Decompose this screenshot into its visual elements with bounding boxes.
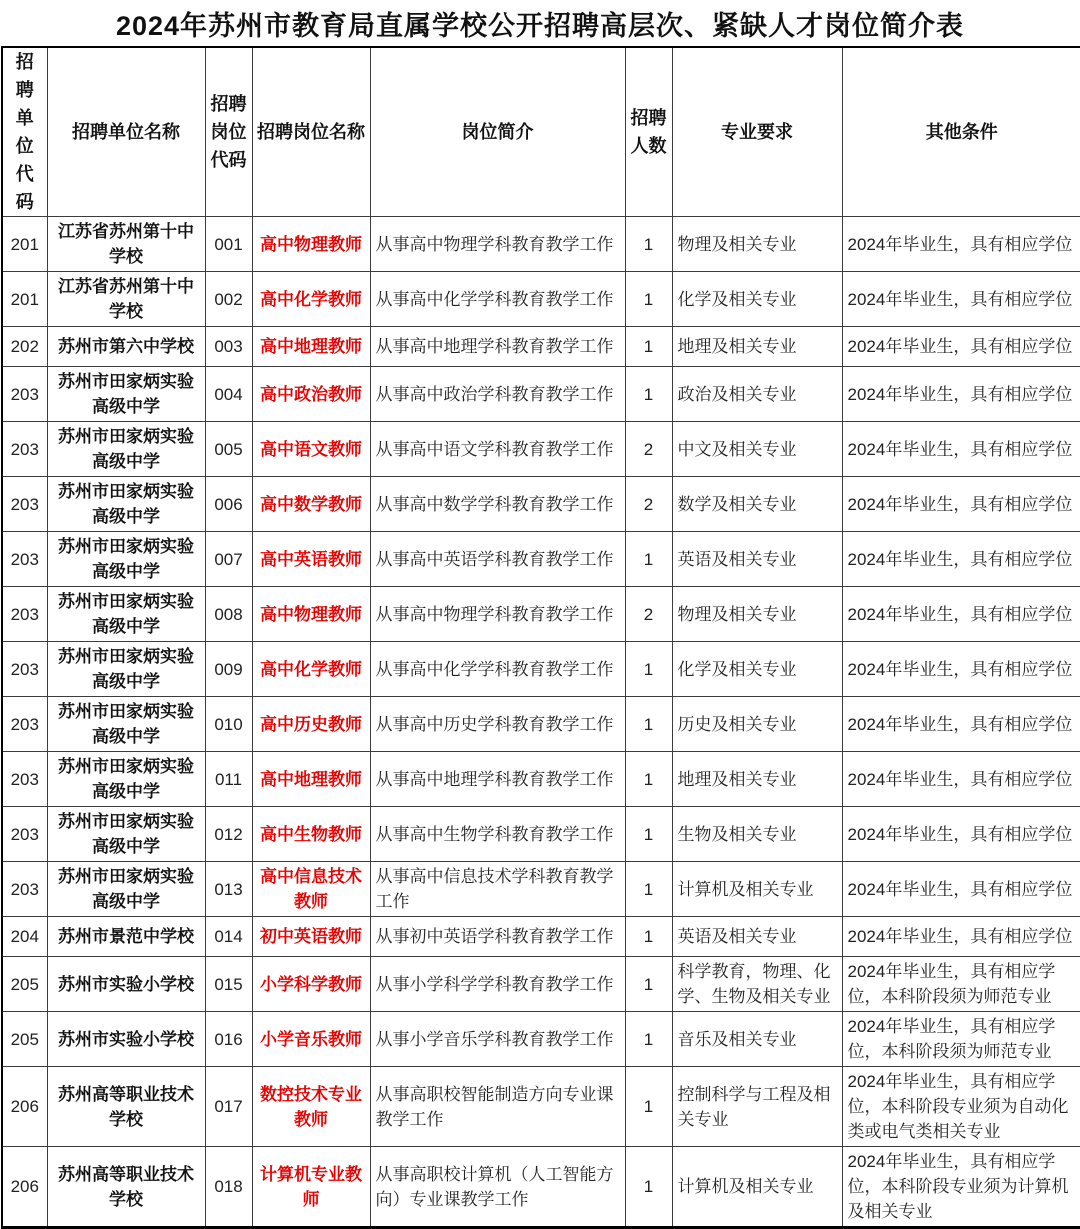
cell-post-code: 018 <box>205 1147 252 1228</box>
cell-post-code: 011 <box>205 752 252 807</box>
cell-unit-code: 203 <box>2 807 47 862</box>
cell-other-cond: 2024年毕业生，具有相应学位 <box>842 367 1080 422</box>
table-row <box>2 327 1080 367</box>
cell-post-name: 小学科学教师 <box>252 957 370 1012</box>
table-row <box>2 642 1080 697</box>
cell-post-desc: 从事高职校计算机（人工智能方向）专业课教学工作 <box>370 1147 625 1228</box>
cell-post-name: 高中英语教师 <box>252 532 370 587</box>
cell-major-req: 音乐及相关专业 <box>672 1012 842 1067</box>
cell-major-req: 数学及相关专业 <box>672 477 842 532</box>
cell-major-req: 政治及相关专业 <box>672 367 842 422</box>
table-row <box>2 272 1080 327</box>
cell-unit-name: 苏州市田家炳实验高级中学 <box>47 367 205 422</box>
cell-major-req: 物理及相关专业 <box>672 587 842 642</box>
cell-major-req: 英语及相关专业 <box>672 532 842 587</box>
cell-unit-name: 苏州市田家炳实验高级中学 <box>47 752 205 807</box>
cell-post-desc: 从事高中地理学科教育教学工作 <box>370 752 625 807</box>
cell-headcount: 1 <box>625 272 672 327</box>
cell-other-cond: 2024年毕业生，具有相应学位 <box>842 532 1080 587</box>
cell-other-cond: 2024年毕业生，具有相应学位 <box>842 217 1080 272</box>
cell-unit-name: 苏州高等职业技术学校 <box>47 1147 205 1228</box>
table-row <box>2 422 1080 477</box>
cell-post-name: 高中政治教师 <box>252 367 370 422</box>
cell-post-desc: 从事小学音乐学科教育教学工作 <box>370 1012 625 1067</box>
cell-unit-code: 203 <box>2 532 47 587</box>
cell-major-req: 计算机及相关专业 <box>672 862 842 917</box>
cell-post-code: 007 <box>205 532 252 587</box>
header-cell-post-desc: 岗位简介 <box>370 47 625 217</box>
table-row <box>2 1067 1080 1147</box>
cell-post-desc: 从事高中物理学科教育教学工作 <box>370 217 625 272</box>
cell-major-req: 地理及相关专业 <box>672 752 842 807</box>
cell-post-code: 016 <box>205 1012 252 1067</box>
cell-headcount: 1 <box>625 917 672 957</box>
cell-other-cond: 2024年毕业生，具有相应学位 <box>842 422 1080 477</box>
cell-unit-code: 201 <box>2 272 47 327</box>
cell-unit-code: 204 <box>2 917 47 957</box>
cell-unit-name: 苏州市田家炳实验高级中学 <box>47 422 205 477</box>
table-row <box>2 477 1080 532</box>
cell-other-cond: 2024年毕业生，具有相应学位 <box>842 477 1080 532</box>
cell-post-desc: 从事高中生物学科教育教学工作 <box>370 807 625 862</box>
cell-other-cond: 2024年毕业生，具有相应学位 <box>842 697 1080 752</box>
cell-unit-code: 203 <box>2 752 47 807</box>
cell-other-cond: 2024年毕业生，具有相应学位 <box>842 272 1080 327</box>
cell-major-req: 计算机及相关专业 <box>672 1147 842 1228</box>
cell-post-desc: 从事高中信息技术学科教育教学工作 <box>370 862 625 917</box>
cell-post-name: 高中化学教师 <box>252 642 370 697</box>
cell-post-code: 001 <box>205 217 252 272</box>
cell-other-cond: 2024年毕业生，具有相应学位，本科阶段专业须为自动化类或电气类相关专业 <box>842 1067 1080 1147</box>
cell-other-cond: 2024年毕业生，具有相应学位 <box>842 642 1080 697</box>
cell-unit-name: 苏州市实验小学校 <box>47 1012 205 1067</box>
page-title: 2024年苏州市教育局直属学校公开招聘高层次、紧缺人才岗位简介表 <box>115 10 965 41</box>
cell-unit-name: 苏州市田家炳实验高级中学 <box>47 697 205 752</box>
cell-unit-code: 202 <box>2 327 47 367</box>
cell-unit-code: 203 <box>2 422 47 477</box>
cell-headcount: 1 <box>625 327 672 367</box>
header-cell-post-name: 招聘岗位名称 <box>252 47 370 217</box>
cell-headcount: 2 <box>625 477 672 532</box>
cell-post-name: 计算机专业教师 <box>252 1147 370 1228</box>
cell-unit-name: 苏州市田家炳实验高级中学 <box>47 807 205 862</box>
cell-major-req: 英语及相关专业 <box>672 917 842 957</box>
cell-post-code: 014 <box>205 917 252 957</box>
cell-headcount: 1 <box>625 532 672 587</box>
cell-other-cond: 2024年毕业生，具有相应学位 <box>842 327 1080 367</box>
cell-unit-name: 苏州市田家炳实验高级中学 <box>47 477 205 532</box>
cell-other-cond: 2024年毕业生，具有相应学位，本科阶段专业须为计算机及相关专业 <box>842 1147 1080 1228</box>
cell-unit-name: 江苏省苏州第十中学校 <box>47 272 205 327</box>
table-row <box>2 367 1080 422</box>
cell-post-name: 高中物理教师 <box>252 217 370 272</box>
cell-major-req: 中文及相关专业 <box>672 422 842 477</box>
cell-unit-name: 苏州市田家炳实验高级中学 <box>47 587 205 642</box>
cell-post-name: 高中信息技术教师 <box>252 862 370 917</box>
cell-post-name: 高中语文教师 <box>252 422 370 477</box>
cell-headcount: 1 <box>625 642 672 697</box>
cell-post-code: 005 <box>205 422 252 477</box>
cell-post-name: 高中历史教师 <box>252 697 370 752</box>
header-cell-major-req: 专业要求 <box>672 47 842 217</box>
header-cell-post-code: 招聘岗位代码 <box>205 47 252 217</box>
header-cell-unit-name: 招聘单位名称 <box>47 47 205 217</box>
cell-post-code: 009 <box>205 642 252 697</box>
cell-post-name: 高中化学教师 <box>252 272 370 327</box>
cell-headcount: 1 <box>625 697 672 752</box>
cell-post-desc: 从事高中物理学科教育教学工作 <box>370 587 625 642</box>
cell-headcount: 1 <box>625 367 672 422</box>
cell-major-req: 科学教育，物理、化学、生物及相关专业 <box>672 957 842 1012</box>
table-row <box>2 1147 1080 1228</box>
recruitment-table <box>1 46 1080 1229</box>
header-cell-unit-code: 招聘单位代码 <box>2 47 47 217</box>
cell-other-cond: 2024年毕业生，具有相应学位 <box>842 917 1080 957</box>
table-row <box>2 862 1080 917</box>
header-cell-other-cond: 其他条件 <box>842 47 1080 217</box>
cell-unit-code: 203 <box>2 862 47 917</box>
cell-post-code: 003 <box>205 327 252 367</box>
cell-unit-name: 江苏省苏州第十中学校 <box>47 217 205 272</box>
cell-major-req: 历史及相关专业 <box>672 697 842 752</box>
cell-headcount: 1 <box>625 1147 672 1228</box>
cell-unit-code: 201 <box>2 217 47 272</box>
cell-headcount: 1 <box>625 1012 672 1067</box>
cell-unit-code: 206 <box>2 1147 47 1228</box>
cell-post-desc: 从事小学科学学科教育教学工作 <box>370 957 625 1012</box>
cell-other-cond: 2024年毕业生，具有相应学位，本科阶段须为师范专业 <box>842 957 1080 1012</box>
cell-unit-name: 苏州市第六中学校 <box>47 327 205 367</box>
cell-post-desc: 从事初中英语学科教育教学工作 <box>370 917 625 957</box>
cell-unit-name: 苏州高等职业技术学校 <box>47 1067 205 1147</box>
cell-major-req: 地理及相关专业 <box>672 327 842 367</box>
cell-post-desc: 从事高中化学学科教育教学工作 <box>370 272 625 327</box>
cell-post-name: 初中英语教师 <box>252 917 370 957</box>
table-row <box>2 917 1080 957</box>
cell-post-code: 013 <box>205 862 252 917</box>
cell-post-name: 小学音乐教师 <box>252 1012 370 1067</box>
cell-headcount: 2 <box>625 422 672 477</box>
header-cell-headcount: 招聘人数 <box>625 47 672 217</box>
cell-post-desc: 从事高中地理学科教育教学工作 <box>370 327 625 367</box>
cell-unit-code: 203 <box>2 697 47 752</box>
cell-unit-code: 206 <box>2 1067 47 1147</box>
cell-other-cond: 2024年毕业生，具有相应学位 <box>842 862 1080 917</box>
cell-post-name: 高中生物教师 <box>252 807 370 862</box>
cell-post-code: 010 <box>205 697 252 752</box>
table-header <box>2 47 1080 217</box>
cell-post-desc: 从事高中化学学科教育教学工作 <box>370 642 625 697</box>
cell-unit-name: 苏州市实验小学校 <box>47 957 205 1012</box>
cell-post-desc: 从事高中数学学科教育教学工作 <box>370 477 625 532</box>
cell-unit-name: 苏州市景范中学校 <box>47 917 205 957</box>
cell-post-desc: 从事高职校智能制造方向专业课教学工作 <box>370 1067 625 1147</box>
cell-headcount: 1 <box>625 217 672 272</box>
cell-major-req: 化学及相关专业 <box>672 642 842 697</box>
cell-post-desc: 从事高中语文学科教育教学工作 <box>370 422 625 477</box>
cell-post-desc: 从事高中英语学科教育教学工作 <box>370 532 625 587</box>
table-row <box>2 532 1080 587</box>
table-row <box>2 697 1080 752</box>
cell-headcount: 1 <box>625 957 672 1012</box>
cell-headcount: 1 <box>625 807 672 862</box>
cell-other-cond: 2024年毕业生，具有相应学位，本科阶段须为师范专业 <box>842 1012 1080 1067</box>
cell-major-req: 物理及相关专业 <box>672 217 842 272</box>
cell-other-cond: 2024年毕业生，具有相应学位 <box>842 807 1080 862</box>
table-row <box>2 957 1080 1012</box>
table-row <box>2 1012 1080 1067</box>
cell-unit-code: 203 <box>2 367 47 422</box>
cell-unit-name: 苏州市田家炳实验高级中学 <box>47 642 205 697</box>
table-row <box>2 807 1080 862</box>
cell-unit-code: 203 <box>2 587 47 642</box>
cell-post-name: 数控技术专业教师 <box>252 1067 370 1147</box>
cell-post-name: 高中地理教师 <box>252 752 370 807</box>
cell-headcount: 1 <box>625 752 672 807</box>
cell-post-code: 006 <box>205 477 252 532</box>
cell-post-code: 017 <box>205 1067 252 1147</box>
cell-post-desc: 从事高中政治学科教育教学工作 <box>370 367 625 422</box>
cell-post-code: 012 <box>205 807 252 862</box>
cell-post-name: 高中地理教师 <box>252 327 370 367</box>
table-body <box>2 217 1080 1228</box>
cell-headcount: 2 <box>625 587 672 642</box>
cell-unit-name: 苏州市田家炳实验高级中学 <box>47 862 205 917</box>
header-row <box>2 47 1080 217</box>
table-row <box>2 587 1080 642</box>
cell-post-name: 高中物理教师 <box>252 587 370 642</box>
table-row <box>2 752 1080 807</box>
cell-major-req: 化学及相关专业 <box>672 272 842 327</box>
cell-post-desc: 从事高中历史学科教育教学工作 <box>370 697 625 752</box>
cell-other-cond: 2024年毕业生，具有相应学位 <box>842 587 1080 642</box>
cell-headcount: 1 <box>625 862 672 917</box>
table-row <box>2 217 1080 272</box>
cell-post-code: 015 <box>205 957 252 1012</box>
cell-post-code: 002 <box>205 272 252 327</box>
cell-unit-code: 205 <box>2 1012 47 1067</box>
cell-post-code: 008 <box>205 587 252 642</box>
cell-post-code: 004 <box>205 367 252 422</box>
cell-unit-code: 203 <box>2 477 47 532</box>
cell-headcount: 1 <box>625 1067 672 1147</box>
cell-major-req: 控制科学与工程及相关专业 <box>672 1067 842 1147</box>
cell-unit-name: 苏州市田家炳实验高级中学 <box>47 532 205 587</box>
cell-unit-code: 203 <box>2 642 47 697</box>
cell-unit-code: 205 <box>2 957 47 1012</box>
cell-major-req: 生物及相关专业 <box>672 807 842 862</box>
cell-other-cond: 2024年毕业生，具有相应学位 <box>842 752 1080 807</box>
cell-post-name: 高中数学教师 <box>252 477 370 532</box>
